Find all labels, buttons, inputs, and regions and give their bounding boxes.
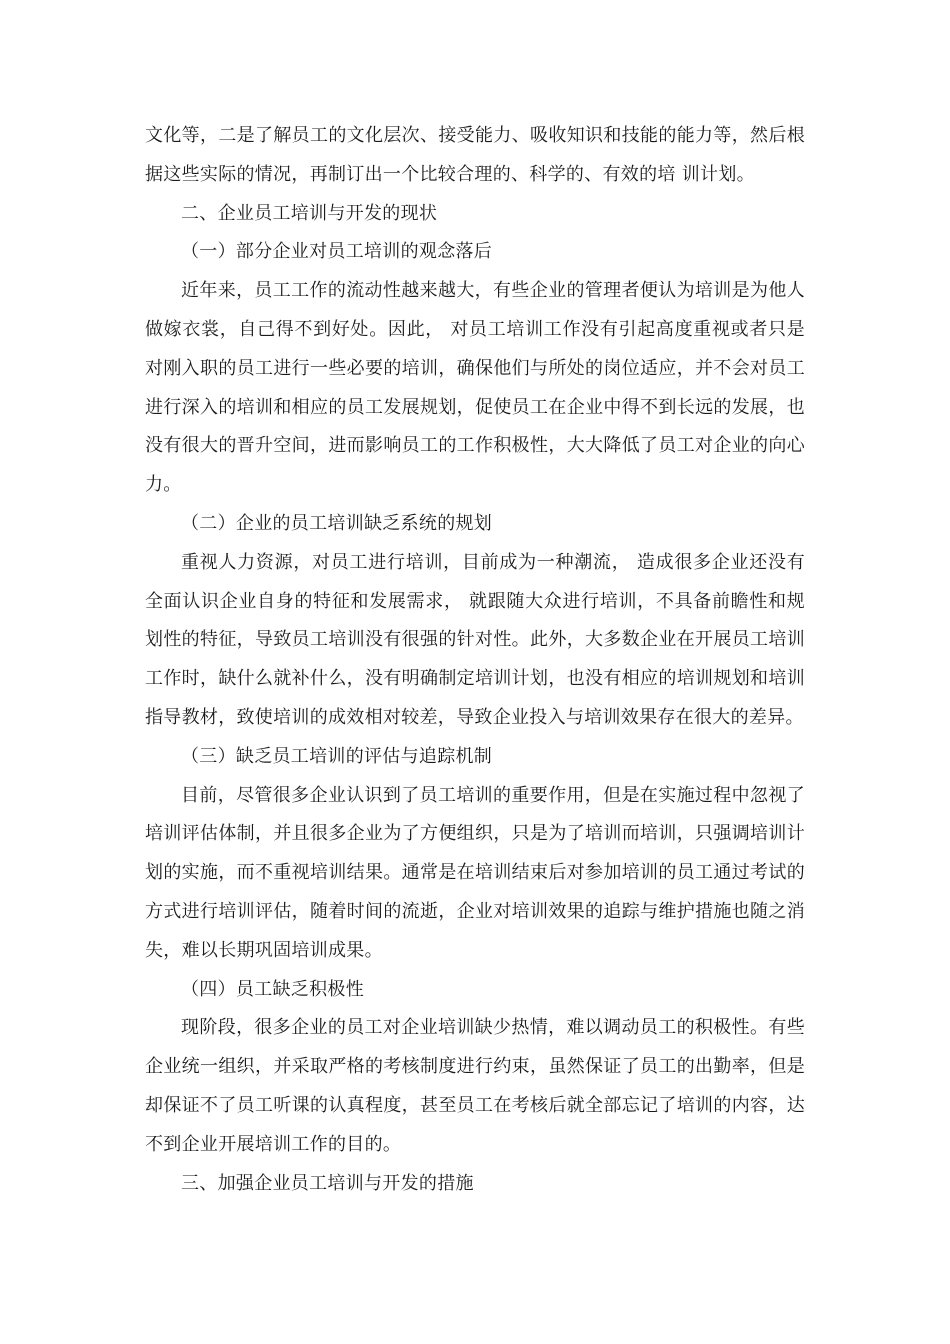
- paragraph-outdated-concepts: 近年来，员工工作的流动性越来越大，有些企业的管理者便认为培训是为他人做嫁衣裳，自己得不到好处。因此， 对员工培训工作没有引起高度重视或者只是对刚入职的员工进行一些必要的培训，确保他们与所处的岗位适应，并不会对员工进行深入的培训和相应的员工发展规划，促使员工在企业中得不到长远的发展，也没有很大的晋升空间，进而影响员工的工作积极性，大大降低了员工对企业的向心力。: [145, 280, 805, 496]
- paragraph-training-plan: 文化等，二是了解员工的文化层次、接受能力、吸收知识和技能的能力等，然后根据这些实际的情况，再制订出一个比较合理的、科学的、有效的培 训计划。: [145, 125, 805, 185]
- paragraph-lack-of-evaluation: 目前，尽管很多企业认识到了员工培训的重要作用，但是在实施过程中忽视了培训评估体制，并且很多企业为了方便组织，只是为了培训而培训，只强调培训计划的实施，而不重视培训结果。通常是在培训结束后对参加培训的员工通过考试的方式进行培训评估，随着时间的流逝，企业对培训效果的追踪与维护措施也随之消失，难以长期巩固培训成果。: [145, 784, 805, 961]
- paragraph-lack-of-motivation: 现阶段，很多企业的员工对企业培训缺少热情，难以调动员工的积极性。有些企业统一组织，并采取严格的考核制度进行约束，虽然保证了员工的出勤率，但是却保证不了员工听课的认真程度，甚至员工在考核后就全部忘记了培训的内容，达不到企业开展培训工作的目的。: [145, 1017, 805, 1155]
- subheading-lack-of-planning: （二）企业的员工培训缺乏系统的规划: [181, 512, 493, 534]
- section-heading-current-status: 二、企业员工培训与开发的现状: [181, 202, 438, 224]
- subheading-outdated-concepts: （一）部分企业对员工培训的观念落后: [181, 241, 493, 263]
- document-body: [145, 117, 805, 1203]
- subheading-lack-of-motivation: （四）员工缺乏积极性: [181, 978, 364, 1000]
- section-heading-measures: 三、加强企业员工培训与开发的措施: [181, 1172, 474, 1194]
- subheading-lack-of-evaluation: （三）缺乏员工培训的评估与追踪机制: [181, 745, 493, 767]
- paragraph-lack-of-planning: 重视人力资源，对员工进行培训，目前成为一种潮流， 造成很多企业还没有全面认识企业自身的特征和发展需求， 就跟随大众进行培训，不具备前瞻性和规划性的特征，导致员工培训没有很强的针对性。此外，大多数企业在开展员工培训工作时，缺什么就补什么，没有明确制定培训计划，也没有相应的培训规划和培训指导教材，致使培训的成效相对较差，导致企业投入与培训效果存在很大的差异。: [145, 551, 805, 728]
